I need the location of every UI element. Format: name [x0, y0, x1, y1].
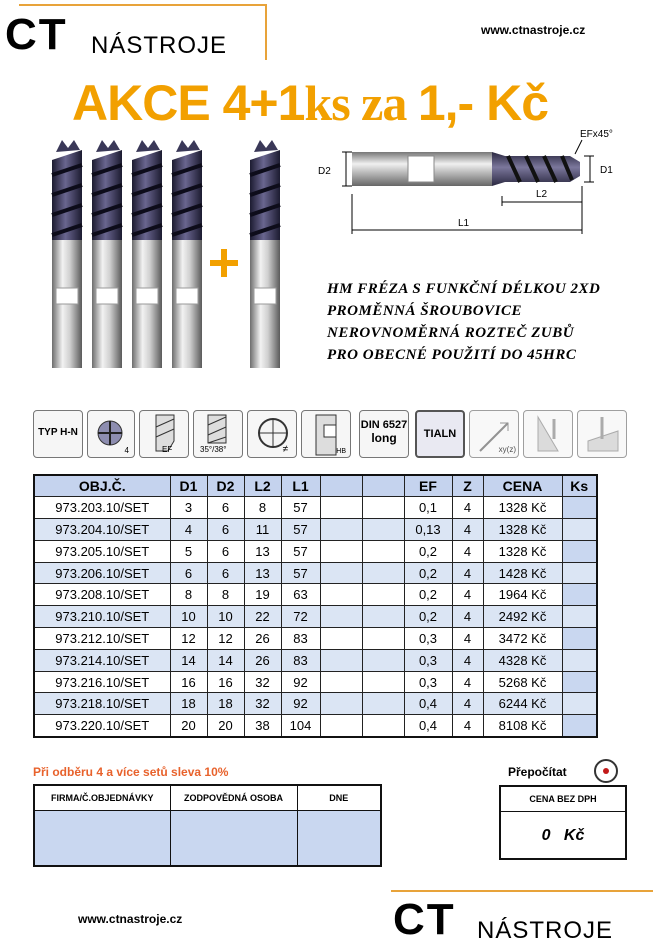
plus-icon: [210, 249, 238, 277]
date-field[interactable]: [297, 811, 381, 867]
cell-d1: 18: [170, 693, 207, 715]
col-ef: EF: [404, 475, 452, 497]
cell-d1: 10: [170, 606, 207, 628]
cell-d1: 12: [170, 628, 207, 650]
cell-d1: 3: [170, 497, 207, 519]
cell-l2: 13: [244, 562, 281, 584]
table-row: [34, 584, 597, 606]
price-label: CENA BEZ DPH: [501, 787, 625, 812]
col-z: Z: [452, 475, 483, 497]
table-row: [34, 606, 597, 628]
mill-4: [172, 140, 202, 368]
cell-ef: 0,2: [404, 606, 452, 628]
cell-l1: 104: [281, 715, 320, 737]
cell-l1: 83: [281, 628, 320, 650]
cell-blank-2: [362, 562, 404, 584]
cell-l1: 92: [281, 693, 320, 715]
cell-d2: 20: [207, 715, 244, 737]
mill-5: [250, 140, 280, 368]
cell-qty[interactable]: [562, 606, 597, 628]
col-d1: D1: [170, 475, 207, 497]
cell-l1: 57: [281, 562, 320, 584]
order-col-company: FIRMA/Č.OBJEDNÁVKY: [34, 785, 170, 811]
cell-qty[interactable]: [562, 562, 597, 584]
cell-d1: 4: [170, 519, 207, 541]
cell-blank-1: [320, 628, 362, 650]
cell-l1: 57: [281, 497, 320, 519]
cell-price: 8108 Kč: [483, 715, 562, 737]
cell-blank-2: [362, 519, 404, 541]
cell-qty[interactable]: [562, 497, 597, 519]
logo-ct-bottom: CT: [393, 895, 456, 944]
cell-d1: 5: [170, 540, 207, 562]
recalc-label: Přepočítat: [508, 765, 567, 779]
website-url-top[interactable]: www.ctnastroje.cz: [481, 23, 586, 37]
label-d1: D1: [600, 165, 613, 176]
table-row: [34, 562, 597, 584]
cell-l1: 92: [281, 671, 320, 693]
cell-z: 4: [452, 497, 483, 519]
cell-z: 4: [452, 649, 483, 671]
cell-l2: 26: [244, 628, 281, 650]
cell-price: 3472 Kč: [483, 628, 562, 650]
cell-price: 4328 Kč: [483, 649, 562, 671]
helix-angle-icon: 35°/38°: [193, 410, 243, 458]
cell-qty[interactable]: [562, 519, 597, 541]
cell-qty[interactable]: [562, 671, 597, 693]
unequal-pitch-icon: ≠: [247, 410, 297, 458]
logo-bottom: [391, 890, 653, 946]
cell-blank-2: [362, 649, 404, 671]
cell-z: 4: [452, 562, 483, 584]
table-row: [34, 540, 597, 562]
cell-price: 1328 Kč: [483, 540, 562, 562]
cell-blank-2: [362, 628, 404, 650]
cell-l1: 72: [281, 606, 320, 628]
cell-ef: 0,2: [404, 540, 452, 562]
cell-obj: 973.206.10/SET: [34, 562, 170, 584]
cell-qty[interactable]: [562, 584, 597, 606]
cell-d1: 6: [170, 562, 207, 584]
cell-blank-1: [320, 562, 362, 584]
cell-l1: 63: [281, 584, 320, 606]
col-blank-2: [362, 475, 404, 497]
cell-d2: 16: [207, 671, 244, 693]
cell-price: 1964 Kč: [483, 584, 562, 606]
type-hn-icon: TYP H-N: [33, 410, 83, 458]
table-row: [34, 497, 597, 519]
label-d2: D2: [318, 166, 331, 177]
cell-obj: 973.212.10/SET: [34, 628, 170, 650]
cell-l1: 57: [281, 519, 320, 541]
order-col-date: DNE: [297, 785, 381, 811]
cell-blank-1: [320, 540, 362, 562]
cell-l2: 19: [244, 584, 281, 606]
mill-1: [52, 140, 82, 368]
shank-hb-icon: HB: [301, 410, 351, 458]
din-standard-icon: DIN 6527 long: [359, 410, 409, 458]
cell-obj: 973.220.10/SET: [34, 715, 170, 737]
logo-name-bottom: NÁSTROJE: [477, 917, 614, 944]
cell-ef: 0,2: [404, 562, 452, 584]
mill-3: [132, 140, 162, 368]
cell-z: 4: [452, 519, 483, 541]
cell-price: 1328 Kč: [483, 497, 562, 519]
mill-2: [92, 140, 122, 368]
cell-l2: 13: [244, 540, 281, 562]
technical-drawing: [300, 124, 630, 244]
col-obj: OBJ.Č.: [34, 475, 170, 497]
table-row: [34, 628, 597, 650]
cell-ef: 0,4: [404, 715, 452, 737]
cell-blank-2: [362, 540, 404, 562]
cell-d2: 6: [207, 562, 244, 584]
cell-l2: 32: [244, 693, 281, 715]
cell-l2: 26: [244, 649, 281, 671]
cell-l1: 57: [281, 540, 320, 562]
label-l1: L1: [458, 218, 470, 229]
cell-blank-2: [362, 584, 404, 606]
cell-price: 6244 Kč: [483, 693, 562, 715]
col-d2: D2: [207, 475, 244, 497]
cell-l1: 83: [281, 649, 320, 671]
cell-blank-2: [362, 606, 404, 628]
four-teeth-icon: 4: [87, 410, 135, 458]
cell-ef: 0,2: [404, 584, 452, 606]
website-url-bottom[interactable]: www.ctnastroje.cz: [78, 912, 183, 926]
cell-obj: 973.216.10/SET: [34, 671, 170, 693]
cell-blank-1: [320, 715, 362, 737]
end-mills-image: [40, 140, 290, 370]
cell-blank-1: [320, 693, 362, 715]
cell-blank-1: [320, 606, 362, 628]
product-table: [33, 474, 598, 738]
col-qty: Ks: [562, 475, 597, 497]
cell-ef: 0,1: [404, 497, 452, 519]
price-box: [499, 785, 627, 860]
cell-obj: 973.205.10/SET: [34, 540, 170, 562]
promo-headline: AKCE 4+1ks za 1,- Kč: [72, 75, 549, 131]
cell-d1: 20: [170, 715, 207, 737]
cell-z: 4: [452, 540, 483, 562]
cell-ef: 0,3: [404, 628, 452, 650]
cell-d1: 8: [170, 584, 207, 606]
discount-note: Při odběru 4 a více setů sleva 10%: [33, 765, 229, 779]
order-col-person: ZODPOVĚDNÁ OSOBA: [170, 785, 297, 811]
cell-z: 4: [452, 606, 483, 628]
col-blank-1: [320, 475, 362, 497]
cell-z: 4: [452, 584, 483, 606]
cell-d1: 16: [170, 671, 207, 693]
cell-l2: 22: [244, 606, 281, 628]
cell-qty[interactable]: [562, 540, 597, 562]
cell-d1: 14: [170, 649, 207, 671]
cell-z: 4: [452, 628, 483, 650]
product-description: HM FRÉZA S FUNKČNÍ DÉLKOU 2XD PROMĚNNÁ ŠROUBOVICE NEROVNOMĚRNÁ ROZTEČ ZUBŮ PRO OBECNÉ POUŽITÍ DO 45HRC: [327, 281, 601, 363]
cell-l2: 11: [244, 519, 281, 541]
order-table: [33, 784, 382, 867]
cell-d2: 12: [207, 628, 244, 650]
cell-obj: 973.210.10/SET: [34, 606, 170, 628]
cell-z: 4: [452, 671, 483, 693]
coating-icon: TIALN: [415, 410, 465, 458]
cell-ef: 0,3: [404, 649, 452, 671]
cell-blank-1: [320, 519, 362, 541]
col-l2: L2: [244, 475, 281, 497]
table-row: [34, 649, 597, 671]
cell-blank-2: [362, 497, 404, 519]
cell-z: 4: [452, 693, 483, 715]
slotting-icon: [577, 410, 627, 458]
table-row: [34, 671, 597, 693]
cell-qty[interactable]: [562, 693, 597, 715]
cell-d2: 10: [207, 606, 244, 628]
cell-ef: 0,4: [404, 693, 452, 715]
cell-blank-2: [362, 715, 404, 737]
cell-obj: 973.214.10/SET: [34, 649, 170, 671]
ramping-icon: [523, 410, 573, 458]
logo-top: [5, 4, 267, 60]
cell-d2: 6: [207, 519, 244, 541]
edge-chamfer-icon: EF: [139, 410, 189, 458]
cell-blank-1: [320, 649, 362, 671]
table-row: [34, 715, 597, 737]
price-value: 0 Kč: [541, 827, 585, 844]
cell-z: 4: [452, 715, 483, 737]
cell-d2: 6: [207, 497, 244, 519]
cell-l2: 38: [244, 715, 281, 737]
logo-name: NÁSTROJE: [91, 32, 228, 59]
cell-price: 1428 Kč: [483, 562, 562, 584]
cell-blank-2: [362, 693, 404, 715]
machining-xyz-icon: xy(z): [469, 410, 519, 458]
cell-d2: 18: [207, 693, 244, 715]
cell-ef: 0,13: [404, 519, 452, 541]
cell-obj: 973.204.10/SET: [34, 519, 170, 541]
cell-price: 5268 Kč: [483, 671, 562, 693]
label-l2: L2: [536, 189, 548, 200]
person-field[interactable]: [170, 811, 297, 867]
cell-blank-2: [362, 671, 404, 693]
label-ef: EFx45°: [580, 129, 613, 140]
recalc-button[interactable]: [594, 759, 618, 783]
col-l1: L1: [281, 475, 320, 497]
table-row: [34, 519, 597, 541]
cell-obj: 973.203.10/SET: [34, 497, 170, 519]
cell-l2: 32: [244, 671, 281, 693]
cell-d2: 6: [207, 540, 244, 562]
company-field[interactable]: [34, 811, 170, 867]
cell-obj: 973.218.10/SET: [34, 693, 170, 715]
cell-l2: 8: [244, 497, 281, 519]
cell-qty[interactable]: [562, 628, 597, 650]
cell-ef: 0,3: [404, 671, 452, 693]
logo-ct: CT: [5, 10, 68, 59]
table-header-row: [34, 475, 597, 497]
cell-blank-1: [320, 584, 362, 606]
cell-blank-1: [320, 497, 362, 519]
cell-blank-1: [320, 671, 362, 693]
cell-price: 2492 Kč: [483, 606, 562, 628]
cell-qty[interactable]: [562, 715, 597, 737]
cell-qty[interactable]: [562, 649, 597, 671]
table-row: [34, 693, 597, 715]
cell-d2: 8: [207, 584, 244, 606]
cell-price: 1328 Kč: [483, 519, 562, 541]
col-price: CENA: [483, 475, 562, 497]
cell-obj: 973.208.10/SET: [34, 584, 170, 606]
cell-d2: 14: [207, 649, 244, 671]
